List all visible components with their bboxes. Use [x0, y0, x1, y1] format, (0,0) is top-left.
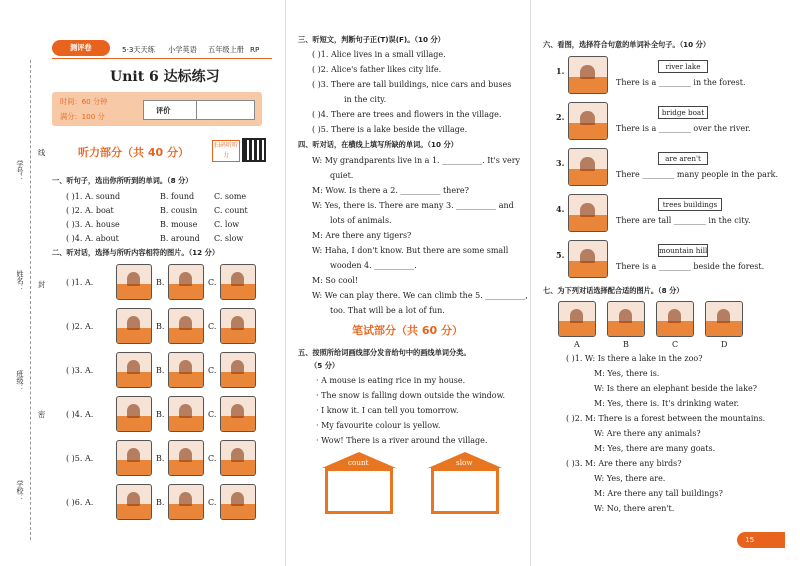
header-grade: 五年级上册 [208, 45, 244, 54]
scan-label: 扫码听听力 [212, 140, 240, 162]
s6-picture [568, 56, 608, 94]
binding-class: 班级： [16, 370, 25, 392]
s4-line: wooden 4. __________. [330, 261, 417, 270]
s1-option-b[interactable]: B. around [160, 234, 200, 243]
s7-line: W: Is there an elephant beside the lake? [594, 384, 757, 393]
s2-label-c: C. [208, 454, 217, 463]
s2-picture-b[interactable] [168, 308, 204, 344]
s2-label-c: C. [208, 410, 217, 419]
header-edition: RP [250, 45, 260, 54]
s1-option-a[interactable]: ( )2. A. boat [66, 206, 114, 215]
s5-score: （5 分） [310, 361, 340, 370]
binding-seal-xian: 线 [38, 148, 46, 157]
s2-picture-b[interactable] [168, 264, 204, 300]
s2-picture-a[interactable] [116, 440, 152, 476]
s6-number: 1. [556, 66, 565, 76]
s7-line: W: Are there any animals? [594, 429, 701, 438]
s1-option-c[interactable]: C. low [214, 220, 240, 229]
s3-item: ( )1. Alice lives in a small village. [312, 50, 446, 59]
s2-question-label: ( )5. A. [66, 454, 94, 463]
s7-picture[interactable] [558, 301, 596, 337]
s3-title: 三、听短文，判断句子正(T)误(F)。（10 分） [298, 35, 445, 44]
house-slow [428, 452, 502, 516]
s2-title: 二、听对话，选择与所听内容相符的图片。（12 分） [52, 248, 220, 257]
s2-picture-a[interactable] [116, 308, 152, 344]
info-score: 满分：100 分 [60, 112, 105, 121]
s7-line: ( )3. M: Are there any birds? [566, 459, 682, 468]
eval-divider [196, 101, 197, 119]
s6-sentence: There is a ________ beside the forest. [616, 262, 765, 271]
house-slow-body[interactable] [431, 468, 499, 514]
s3-item: in the city. [344, 95, 387, 104]
s7-picture-label: D [721, 340, 728, 349]
s7-line: M: Are there any tall buildings? [594, 489, 723, 498]
s4-line: quiet. [330, 171, 354, 180]
s5-item: · The snow is falling down outside the window. [316, 391, 506, 400]
s7-line: W: Yes, there are. [594, 474, 666, 483]
s7-line: M: Yes, there is. [594, 369, 660, 378]
s6-sentence: There are tall ________ in the city. [616, 216, 751, 225]
s6-picture [568, 240, 608, 278]
s1-option-a[interactable]: ( )1. A. sound [66, 192, 121, 201]
house-slow-label: slow [456, 458, 473, 467]
s4-line: too. That will be a lot of fun. [330, 306, 445, 315]
s2-picture-c[interactable] [220, 484, 256, 520]
page-fold-1 [285, 0, 286, 566]
eval-label: 评价 [156, 106, 171, 115]
s2-picture-b[interactable] [168, 396, 204, 432]
s2-label-b: B. [156, 498, 165, 507]
s4-line: M: Are there any tigers? [312, 231, 412, 240]
s6-sentence: There is a ________ in the forest. [616, 78, 746, 87]
s6-picture [568, 148, 608, 186]
page-fold-2 [530, 0, 531, 566]
s7-line: M: Yes, there are many goats. [594, 444, 716, 453]
s2-picture-a[interactable] [116, 396, 152, 432]
s1-option-b[interactable]: B. mouse [160, 220, 198, 229]
s1-option-b[interactable]: B. found [160, 192, 195, 201]
binding-name: 姓名： [16, 270, 25, 292]
binding-school: 学校： [16, 480, 25, 502]
s2-label-b: B. [156, 366, 165, 375]
page-number: 15 [745, 535, 755, 544]
s2-label-b: B. [156, 454, 165, 463]
s1-option-b[interactable]: B. cousin [160, 206, 198, 215]
s3-item: ( )5. There is a lake beside the village. [312, 125, 468, 134]
s2-question-label: ( )1. A. [66, 278, 94, 287]
s4-line: W: My grandparents live in a 1. __________. It's very [312, 156, 521, 165]
s7-line: M: Yes, there is. It's drinking water. [594, 399, 740, 408]
s6-picture [568, 194, 608, 232]
s6-number: 3. [556, 158, 565, 168]
s2-question-label: ( )6. A. [66, 498, 94, 507]
s6-word-options[interactable]: are aren't [658, 152, 708, 165]
s5-item: · I know it. I can tell you tomorrow. [316, 406, 459, 415]
s6-word-options[interactable]: mountain hill [659, 246, 708, 255]
s4-line: M: So cool! [312, 276, 359, 285]
s3-item: ( )4. There are trees and flowers in the village. [312, 110, 502, 119]
s2-picture-c[interactable] [220, 308, 256, 344]
s4-line: M: Wow. Is there a 2. __________ there? [312, 186, 469, 195]
page-number-tab [737, 532, 785, 548]
s6-word-options[interactable]: river lake [658, 60, 708, 73]
s2-question-label: ( )4. A. [66, 410, 94, 419]
s2-label-b: B. [156, 322, 165, 331]
s7-picture[interactable] [607, 301, 645, 337]
s4-line: W: We can play there. We can climb the 5. __________, [312, 291, 528, 300]
s1-option-a[interactable]: ( )3. A. house [66, 220, 120, 229]
logo-text: 测评卷 [70, 43, 92, 52]
s2-picture-a[interactable] [116, 352, 152, 388]
s6-sentence: There is a ________ over the river. [616, 124, 751, 133]
s1-option-c[interactable]: C. count [214, 206, 248, 215]
house-count-label: count [348, 458, 369, 467]
s1-title: 一、听句子，选出你所听到的单词。（8 分） [52, 176, 193, 185]
s6-sentence: There ________ many people in the park. [616, 170, 779, 179]
s6-picture [568, 102, 608, 140]
s2-picture-c[interactable] [220, 396, 256, 432]
s2-picture-b[interactable] [168, 440, 204, 476]
logo-badge [52, 40, 110, 56]
s2-label-c: C. [208, 278, 217, 287]
s2-picture-a[interactable] [116, 484, 152, 520]
qr-code[interactable] [242, 138, 266, 162]
s6-number: 4. [556, 204, 565, 214]
s2-label-b: B. [156, 410, 165, 419]
s7-title: 七、为下列对话选择配合适的图片。（8 分） [543, 286, 684, 295]
s5-item: · A mouse is eating rice in my house. [316, 376, 466, 385]
s2-question-label: ( )3. A. [66, 366, 94, 375]
s2-picture-a[interactable] [116, 264, 152, 300]
s6-number: 2. [556, 112, 565, 122]
s4-line: lots of animals. [330, 216, 392, 225]
s7-line: ( )1. W: Is there a lake in the zoo? [566, 354, 703, 363]
s7-line: W: No, there aren't. [594, 504, 675, 513]
s5-item: · Wow! There is a river around the village. [316, 436, 488, 445]
s2-picture-b[interactable] [168, 352, 204, 388]
header-series: 5·3天天练 [122, 45, 155, 54]
s7-picture[interactable] [705, 301, 743, 337]
s7-line: ( )2. M: There is a forest between the mountains. [566, 414, 766, 423]
s7-picture-label: C [672, 340, 679, 349]
s6-word-options[interactable]: bridge boat [658, 106, 708, 119]
binding-seal-mi: 密 [38, 410, 46, 419]
s5-title: 五、按照所给词画线部分发音给句中的画线单词分类。 [298, 348, 471, 357]
header-subject: 小学英语 [168, 45, 197, 54]
house-count-body[interactable] [325, 468, 393, 514]
s6-title: 六、看图，选择符合句意的单词补全句子。（10 分） [543, 40, 711, 49]
s1-option-a[interactable]: ( )4. A. about [66, 234, 119, 243]
s1-option-c[interactable]: C. slow [214, 234, 244, 243]
s3-item: ( )2. Alice's father likes city life. [312, 65, 442, 74]
listening-title: 听力部分（共 40 分） [78, 146, 189, 159]
s6-number: 5. [556, 250, 565, 260]
s2-label-b: B. [156, 278, 165, 287]
binding-number: 学号： [16, 160, 25, 182]
s2-question-label: ( )2. A. [66, 322, 94, 331]
s5-item: · My favourite colour is yellow. [316, 421, 441, 430]
s4-title: 四、听对话，在横线上填写所缺的单词。（10 分） [298, 140, 458, 149]
page-title: Unit 6 达标练习 [110, 69, 220, 85]
s3-item: ( )3. There are tall buildings, nice cars and buses [312, 80, 512, 89]
s2-label-c: C. [208, 498, 217, 507]
s6-word-options[interactable]: trees buildings [658, 198, 722, 211]
binding-dashed-line [30, 60, 31, 540]
s7-picture[interactable] [656, 301, 694, 337]
s1-option-c[interactable]: C. some [214, 192, 247, 201]
s2-label-c: C. [208, 366, 217, 375]
info-time: 时间：60 分钟 [60, 97, 108, 106]
s2-label-c: C. [208, 322, 217, 331]
s2-picture-c[interactable] [220, 264, 256, 300]
writing-title: 笔试部分（共 60 分） [352, 324, 463, 337]
s4-line: W: Haha, I don't know. But there are some small [312, 246, 509, 255]
s2-picture-c[interactable] [220, 352, 256, 388]
s4-line: W: Yes, there is. There are many 3. __________ and [312, 201, 514, 210]
s2-picture-b[interactable] [168, 484, 204, 520]
s7-picture-label: A [574, 340, 580, 349]
eval-box [143, 100, 255, 120]
header-rule [52, 58, 272, 59]
house-count [322, 452, 396, 516]
binding-seal-feng: 封 [38, 280, 46, 289]
s7-picture-label: B [623, 340, 629, 349]
s2-picture-c[interactable] [220, 440, 256, 476]
